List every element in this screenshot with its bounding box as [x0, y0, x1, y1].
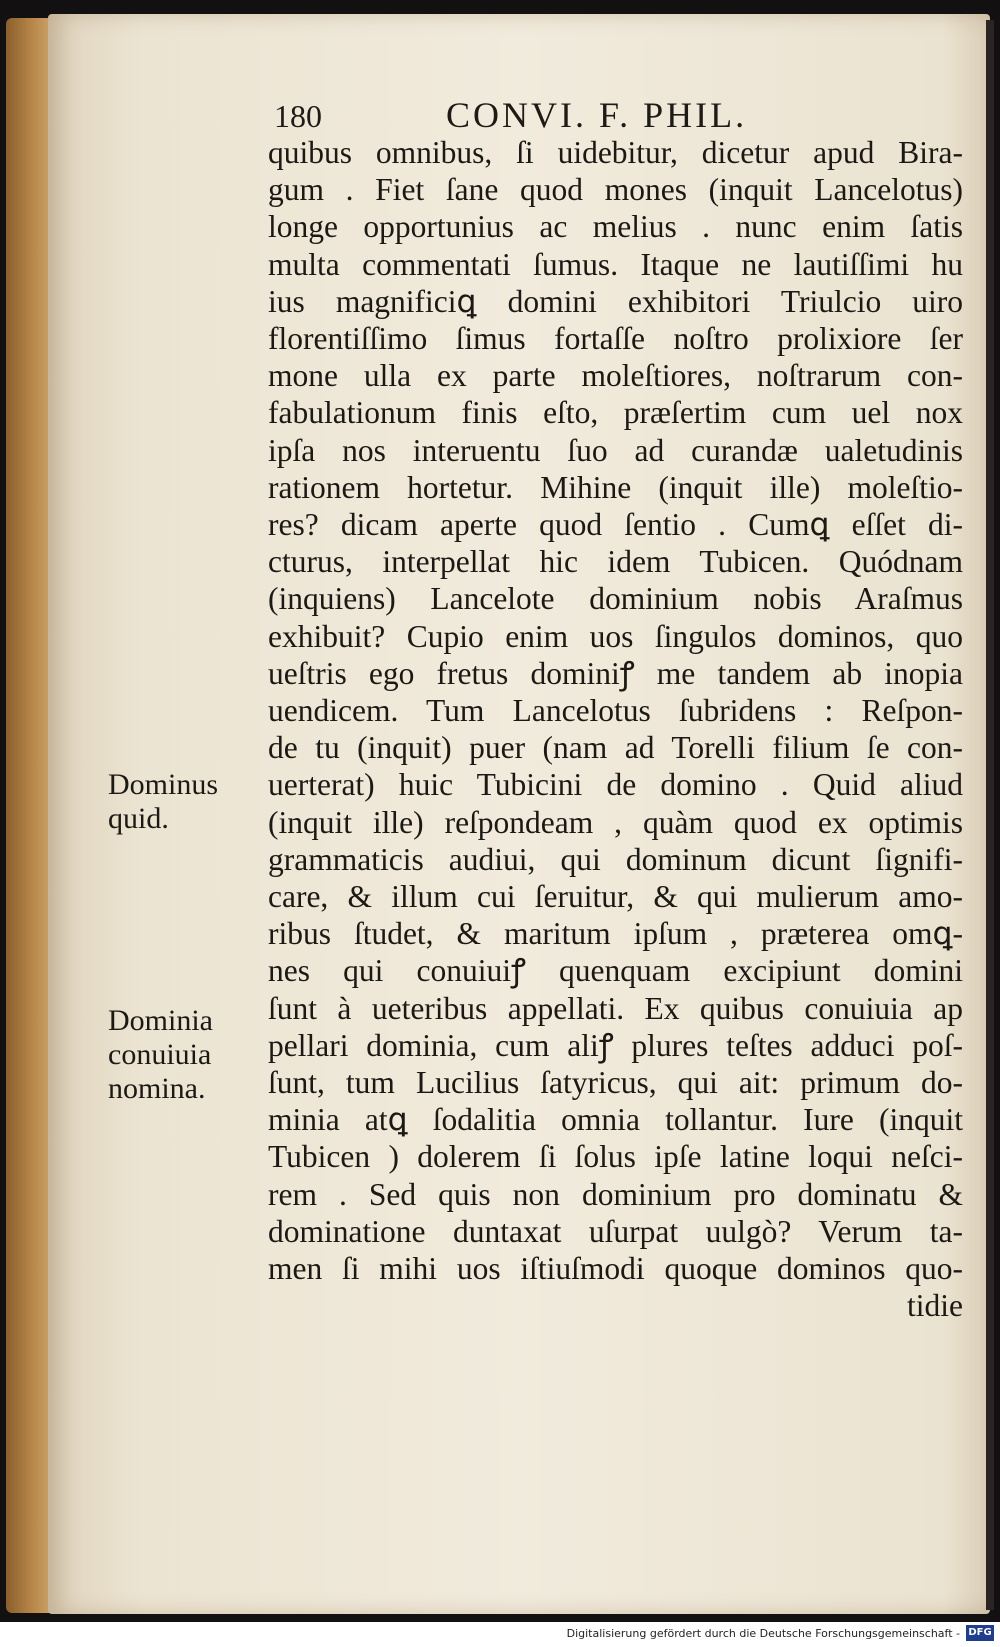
dfg-logo: DFG	[966, 1625, 994, 1641]
text-line: fabulationum finis eſto, præſertim cum uel nox	[268, 395, 963, 431]
marginal-note-line: conuiuia	[108, 1038, 212, 1071]
text-line: ipſa nos interuentu ſuo ad curandæ ualetudinis	[268, 432, 963, 468]
marginal-note-dominia	[108, 1004, 213, 1106]
marginal-note-line: Dominus	[108, 768, 219, 801]
text-line: (inquiens) Lancelote dominium nobis Araſmus	[268, 581, 963, 617]
text-line: ſunt, tum Lucilius ſatyricus, qui ait: primum do-	[268, 1065, 963, 1101]
digitization-credit: Digitalisierung gefördert durch die Deutsche Forschungsgemeinschaft -	[566, 1627, 960, 1640]
text-line: longe opportunius ac melius . nunc enim ſatis	[268, 209, 963, 245]
text-line: rationem hortetur. Mihine (inquit ille) moleſtio-	[268, 469, 963, 505]
text-line: de tu (inquit) puer (nam ad Torelli filium ſe con-	[268, 730, 963, 766]
marginal-note-line: nomina.	[108, 1072, 206, 1105]
text-line: pellari dominia, cum aliꝭ plures teſtes adduci poſ-	[268, 1027, 963, 1063]
text-line: ueſtris ego fretus dominiꝭ me tandem ab inopia	[268, 655, 963, 691]
page-right-shadow	[986, 20, 994, 1610]
text-line: Tubicen ) dolerem ſi ſolus ipſe latine loqui neſci-	[268, 1139, 963, 1175]
marginal-note-line: quid.	[108, 802, 169, 835]
text-line: florentiſſimo ſimus fortaſſe noſtro prolixiore ſer	[268, 321, 963, 357]
text-line: rem . Sed quis non dominium pro dominatu &	[268, 1176, 963, 1212]
marginal-note-line: Dominia	[108, 1004, 213, 1037]
text-line: care, & illum cui ſeruitur, & qui mulierum amo-	[268, 879, 963, 915]
text-line: ſunt à ueteribus appellati. Ex quibus conuiuia ap	[268, 990, 963, 1026]
text-line: (inquit ille) reſpondeam , quàm quod ex optimis	[268, 804, 963, 840]
text-line: exhibuit? Cupio enim uos ſingulos dominos, quo	[268, 618, 963, 654]
text-line: tidie	[907, 1288, 963, 1324]
marginal-note-dominus	[108, 768, 218, 836]
text-line: uendicem. Tum Lancelotus ſubridens : Reſpon-	[268, 693, 963, 729]
text-line: minia atꝗ ſodalitia omnia tollantur. Iure (inquit	[268, 1102, 963, 1138]
text-line: multa commentati ſumus. Itaque ne lautiſſimi hu	[268, 246, 963, 282]
page-number: 180	[274, 98, 322, 134]
text-line: quibus omnibus, ſi uidebitur, dicetur apud Bira-	[268, 135, 963, 170]
text-line: ius magnificiꝗ domini exhibitori Triulcio uiro	[268, 283, 963, 319]
text-line: uerterat) huic Tubicini de domino . Quid aliud	[268, 767, 963, 803]
text-line: gum . Fiet ſane quod mones (inquit Lancelotus)	[268, 172, 963, 208]
text-line: men ſi mihi uos iſtiuſmodi quoque dominos quo-	[268, 1251, 963, 1287]
text-line: dominatione duntaxat uſurpat uulgò? Verum ta-	[268, 1213, 963, 1249]
text-line: res? dicam aperte quod ſentio . Cumꝗ eſſet di-	[268, 507, 963, 543]
text-line: cturus, interpellat hic idem Tubicen. Quódnam	[268, 544, 963, 580]
running-head: CONVI. F. PHIL.	[446, 95, 748, 135]
text-line: ribus ſtudet, & maritum ipſum , præterea omꝗ-	[268, 916, 963, 952]
text-line: nes qui conuiuiꝭ quenquam excipiunt domini	[268, 953, 963, 989]
text-line: mone ulla ex parte moleſtiores, noſtrarum con-	[268, 358, 963, 394]
body-text	[268, 134, 963, 1325]
text-line: grammaticis audiui, qui dominum dicunt ſignifi-	[268, 841, 963, 877]
